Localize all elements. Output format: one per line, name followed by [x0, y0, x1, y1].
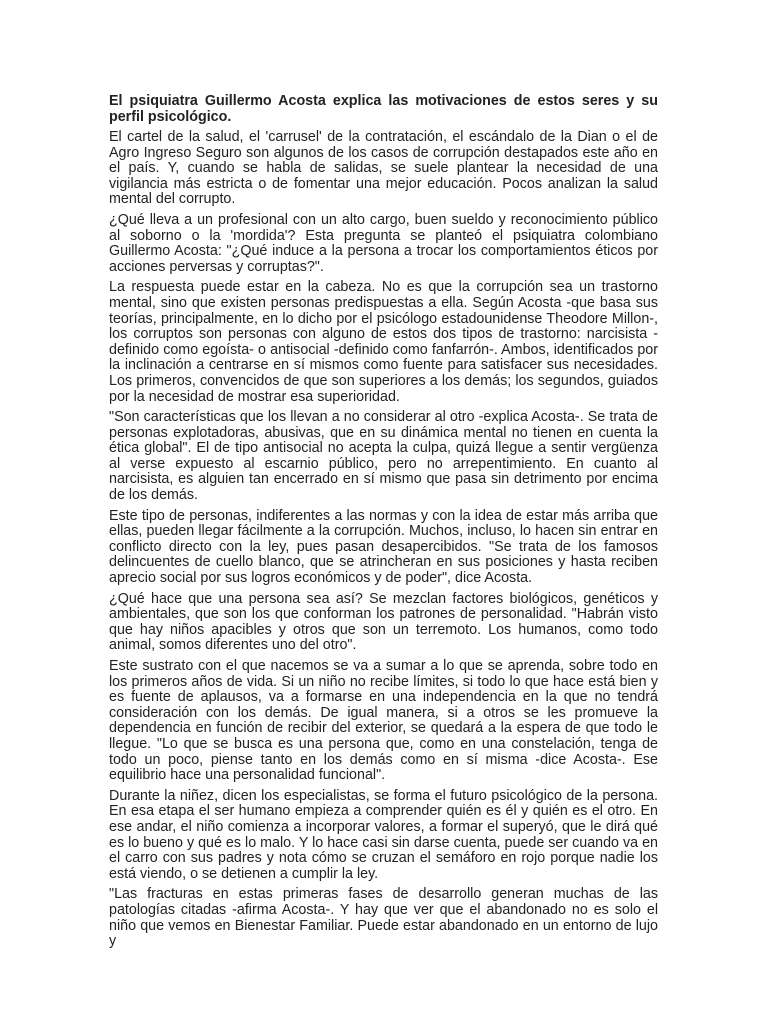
paragraph-8: Durante la niñez, dicen los especialistas, se forma el futuro psicológico de la persona. En esa etapa el ser humano empieza a comprender quién es él y quién es el otro. En ese andar, el niño comienza a incorporar valores, a formar el superyó, que le dirá qué es lo bueno y qué es lo malo. Y lo hace casi sin darse cuenta, puede ser cuando va en el carro con sus padres y nota cómo se cruzan el semáforo en rojo porque nadie los está viendo, o se detienen a cumplir la ley. [109, 787, 658, 882]
paragraph-6: ¿Qué hace que una persona sea así? Se mezclan factores biológicos, genéticos y ambientales, que son los que conforman los patrones de personalidad. "Habrán visto que hay niños apacibles y otros que son un terremoto. Los humanos, como todo animal, somos diferentes uno del otro". [109, 590, 658, 654]
paragraph-2: ¿Qué lleva a un profesional con un alto cargo, buen sueldo y reconocimiento público al soborno o la 'mordida'? Esta pregunta se planteó el psiquiatra colombiano Guillermo Acosta: "¿Qué induce a la persona a trocar los comportamientos éticos por acciones perversas y corruptas?". [109, 211, 658, 275]
paragraph-5: Este tipo de personas, indiferentes a las normas y con la idea de estar más arriba que ellas, pueden llegar fácilmente a la corrupción. Muchos, incluso, lo hacen sin entrar en conflicto directo con la ley, pues pasan desapercibidos. "Se trata de los famosos delincuentes de cuello blanco, que se atrincheran en sus posiciones y hasta reciben aprecio social por sus logros económicos y de poder", dice Acosta. [109, 507, 658, 587]
paragraph-1: El cartel de la salud, el 'carrusel' de la contratación, el escándalo de la Dian o el de Agro Ingreso Seguro son algunos de los casos de corrupción destapados este año en el país. Y, cuando se habla de salidas, se suele plantear la necesidad de una vigilancia más estricta o de fomentar una mejor educación. Pocos analizan la salud mental del corrupto. [109, 129, 658, 208]
article [109, 93, 658, 950]
paragraph-4: "Son características que los llevan a no considerar al otro -explica Acosta-. Se trata de personas explotadoras, abusivas, que en su dinámica mental no tienen en cuenta la ética global". El de tipo antisocial no acepta la culpa, quizá llegue a sentir vergüenza al verse expuesto al escarnio público, pero no arrepentimiento. En cuanto al narcisista, es alguien tan encerrado en sí mismo que pasa sin detrimento por encima de los demás. [109, 409, 658, 504]
paragraph-3: La respuesta puede estar en la cabeza. No es que la corrupción sea un trastorno mental, sino que existen personas predispuestas a ella. Según Acosta -que basa sus teorías, principalmente, en lo dicho por el psicólogo estadounidense Theodore Millon-, los corruptos son personas con alguno de estos dos tipos de trastorno: narcisista -definido como egoísta- o antisocial -definido como fanfarrón-. Ambos, identificados por la inclinación a centrarse en sí mismos como fuente para satisfacer sus necesidades. Los primeros, convencidos de que son superiores a los demás; los segundos, guiados por la necesidad de mostrar esa superioridad. [109, 279, 658, 405]
paragraph-9: "Las fracturas en estas primeras fases de desarrollo generan muchas de las patologías citadas -afirma Acosta-. Y hay que ver que el abandonado no es solo el niño que vemos en Bienestar Familiar. Puede estar abandonado en un entorno de lujo y [109, 886, 658, 950]
paragraph-7: Este sustrato con el que nacemos se va a sumar a lo que se aprenda, sobre todo en los primeros años de vida. Si un niño no recibe límites, si todo lo que hace está bien y es fuente de aplausos, va a formarse en una independencia en la que no tendrá consideración con los demás. De igual manera, si a otros se les promueve la dependencia en función de recibir del exterior, se quedará a la espera de que todo le llegue. "Lo que se busca es una persona que, como en una constelación, tenga de todo un poco, piense tanto en los demás como en sí misma -dice Acosta-. Ese equilibrio hace una personalidad funcional". [109, 658, 658, 784]
article-title: El psiquiatra Guillermo Acosta explica las motivaciones de estos seres y su perfil psicológico. [109, 93, 658, 125]
